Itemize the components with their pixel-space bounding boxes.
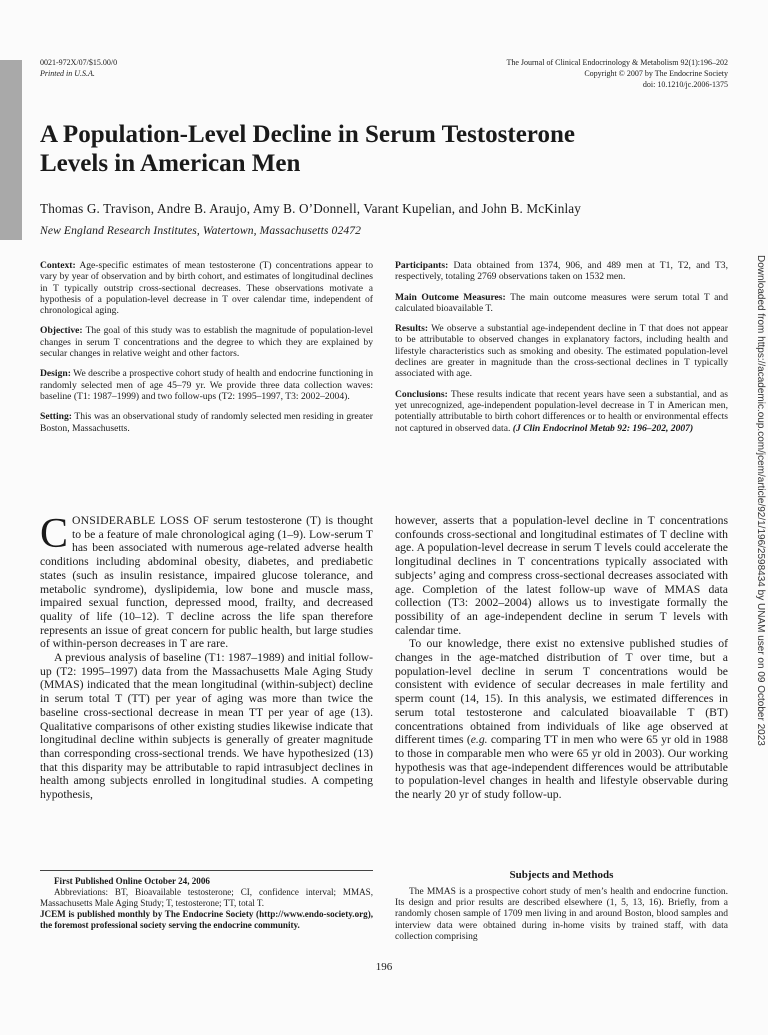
results-label: Results: xyxy=(395,323,429,335)
title-line-1: A Population-Level Decline in Serum Testosterone xyxy=(40,121,575,148)
intro-paragraph-2: A previous analysis of baseline (T1: 1987–1989) and initial follow-up (T2: 1995–1997) data from the Massachusetts Male Aging Study (MMAS) indicated that the mean longitudinal (within-subject) decline in serum total T (TT) per year of aging was more than twice the baseline cross-sectional decrease in mean TT per year of age (13). Qualitative comparisons of other existing studies likewise indicate that longitudinal decline within subjects is generally of greater magnitude than corresponding cross-sectional trends. We have hypothesized (13) that this disparity may be attributable to rapid intrasubject declines in health among subjects enrolled in longitudinal studies. A competing hypothesis, xyxy=(40,651,373,802)
abstract-right-column xyxy=(395,260,728,443)
results-text: We observe a substantial age-independent decline in T that does not appear to be attributable to observed changes in explanatory factors, including health and lifestyle characteristics such as smoking and obesity. The estimated population-level declines are greater in magnitude than the cross-sectional declines in T typically associated with age. xyxy=(395,323,728,380)
abstract-results xyxy=(395,323,728,379)
abstract-design xyxy=(40,368,373,402)
intro-p1-text: serum testosterone (T) is thought to be a feature of male chronological aging (1–9). Low-serum T has been associated with numerous age-related adverse health conditions including abdominal obesity, diabetes, and prediabetic states (such as insulin resistance, impaired glucose tolerance, and metabolic syndrome), dyslipidemia, low bone and muscle mass, impaired sexual function, depressed mood, frailty, and decreased quality of life (10–12). T decline across the life span therefore represents an issue of great concern for public health, but large studies of within-person decreases in T are rare. xyxy=(40,514,373,651)
body-right-column xyxy=(395,514,728,802)
header-left xyxy=(40,57,117,79)
objective-label: Objective: xyxy=(40,325,83,337)
footnote-rule xyxy=(40,870,373,871)
participants-text: Data obtained from 1374, 906, and 489 men at T1, T2, and T3, respectively, totaling 2769 observations taken on 1532 men. xyxy=(395,260,728,283)
page-number: 196 xyxy=(375,961,393,973)
printed-in: Printed in U.S.A. xyxy=(40,69,95,78)
conclusions-text: These results indicate that recent years have seen a substantial, and as yet unrecognized, age-independent population-level decrease in T in American men, potentially attributable to birth cohort differences or to health or environmental effects not captured in observed data. xyxy=(395,388,728,434)
methods-text: The MMAS is a prospective cohort study of men’s health and endocrine function. Its design and prior results are described elsewhere (1, 5, 13, 16). Briefly, from a randomly chosen sample of 1709 men living in and around Boston, blood samples and interview data were obtained during in-home visits by trained staff, with data collection comprising xyxy=(395,887,728,942)
setting-text: This was an observational study of randomly selected men residing in greater Boston, Massachusetts. xyxy=(40,411,373,434)
context-text: Age-specific estimates of mean testosterone (T) concentrations appear to vary by year of observation and by birth cohort, and estimates of longitudinal declines in T typically outstrip cross-sectional decreases. These observations motivate a hypothesis of a population-level decrease in T over calendar time, independent of chronological aging. xyxy=(40,260,373,317)
journal-citation: The Journal of Clinical Endocrinology & Metabolism 92(1):196–202 xyxy=(506,58,728,67)
header-right xyxy=(506,57,728,90)
body-left-column xyxy=(40,511,373,802)
outcomes-text: The main outcome measures were serum total T and calculated bioavailable T. xyxy=(395,291,728,314)
authors: Thomas G. Travison, Andre B. Araujo, Amy B. O’Donnell, Varant Kupelian, and John B. McKinlay xyxy=(40,201,582,216)
abstract-outcomes xyxy=(395,292,728,315)
edge-tab xyxy=(0,60,22,240)
methods-heading: Subjects and Methods xyxy=(509,869,614,881)
issn: 0021-972X/07/$15.00/0 xyxy=(40,58,118,67)
article-title xyxy=(40,120,720,178)
objective-text: The goal of this study was to establish the magnitude of population-level changes in serum T concentrations and the degree to which they are explained by secular changes in relative weight and other factors. xyxy=(40,325,373,360)
abstract-objective xyxy=(40,325,373,359)
abstract-left-column xyxy=(40,260,373,443)
setting-label: Setting: xyxy=(40,411,72,423)
abstract-conclusions xyxy=(395,389,728,434)
p4-eg: e.g. xyxy=(470,733,488,747)
copyright: Copyright © 2007 by The Endocrine Society xyxy=(584,69,728,78)
download-watermark: Downloaded from https://academic.oup.com/jcem/article/92/1/196/2598434 by UNAM user on 09 October 2023 xyxy=(755,255,766,746)
p4-part-b: comparing TT in men who were 65 yr old in 1988 to those in comparable men who were 65 yr old in 2003). Our working hypothesis was that age-independent differences would be attributable to population-level changes in health and lifestyle observable during the nearly 20 yr of study follow-up. xyxy=(395,733,728,802)
doi: doi: 10.1210/jc.2006-1375 xyxy=(642,80,728,89)
intro-paragraph-3: however, asserts that a population-level decline in T concentrations confounds cross-sectional and longitudinal estimates of T decline with age. A population-level decrease in serum T levels could accelerate the longitudinal declines in T concentrations typically associated with subjects’ aging and compress cross-sectional decreases associated with age. Completion of the latest follow-up wave of MMAS data collection (T3: 2002–2004) allows us to investigate formally the possibility of an age-independent decline in serum T levels with calendar time. xyxy=(395,514,728,637)
intro-paragraph-4 xyxy=(395,637,728,801)
abstract-citation: (J Clin Endocrinol Metab 92: 196–202, 2007) xyxy=(512,422,694,434)
lead-caps: ONSIDERABLE LOSS OF xyxy=(72,514,209,527)
abbreviations: Abbreviations: BT, Bioavailable testosterone; CI, confidence interval; MMAS, Massachusetts Male Aging Study; T, testosterone; TT, total T. xyxy=(40,887,373,908)
affiliation: New England Research Institutes, Watertown, Massachusetts 02472 xyxy=(40,224,362,237)
abstract-setting xyxy=(40,411,373,434)
outcomes-label: Main Outcome Measures: xyxy=(395,291,506,303)
context-label: Context: xyxy=(40,260,76,271)
intro-paragraph-1 xyxy=(40,511,373,651)
jcem-note: JCEM is published monthly by The Endocrine Society (http://www.endo-society.org), the foremost professional society serving the endocrine community. xyxy=(40,909,373,930)
design-text: We describe a prospective cohort study of health and endocrine functioning in randomly selected men of age 45–79 yr. We provide three data collection waves: baseline (T1: 1987–1999) and two follow-ups (T2: 1995–1997, T3: 2002–2004). xyxy=(40,368,373,402)
drop-cap: C xyxy=(40,511,69,557)
design-label: Design: xyxy=(40,368,71,380)
first-published: First Published Online October 24, 2006 xyxy=(54,876,210,886)
abstract-context xyxy=(40,260,373,316)
participants-label: Participants: xyxy=(395,260,449,271)
footnotes xyxy=(40,876,373,931)
p4-part-a: To our knowledge, there exist no extensive published studies of changes in the age-matched distribution of T over time, but a population-level decline in serum T concentrations would be consistent with evidence of secular decreases in male fertility and sperm count (14, 15). In this analysis, we estimated differences in serum total testosterone and calculated bioavailable T (BT) concentrations obtained from individuals of like age observed at different times ( xyxy=(395,637,728,747)
title-line-2: Levels in American Men xyxy=(40,150,301,177)
abstract-participants xyxy=(395,260,728,283)
conclusions-label: Conclusions: xyxy=(395,388,448,400)
